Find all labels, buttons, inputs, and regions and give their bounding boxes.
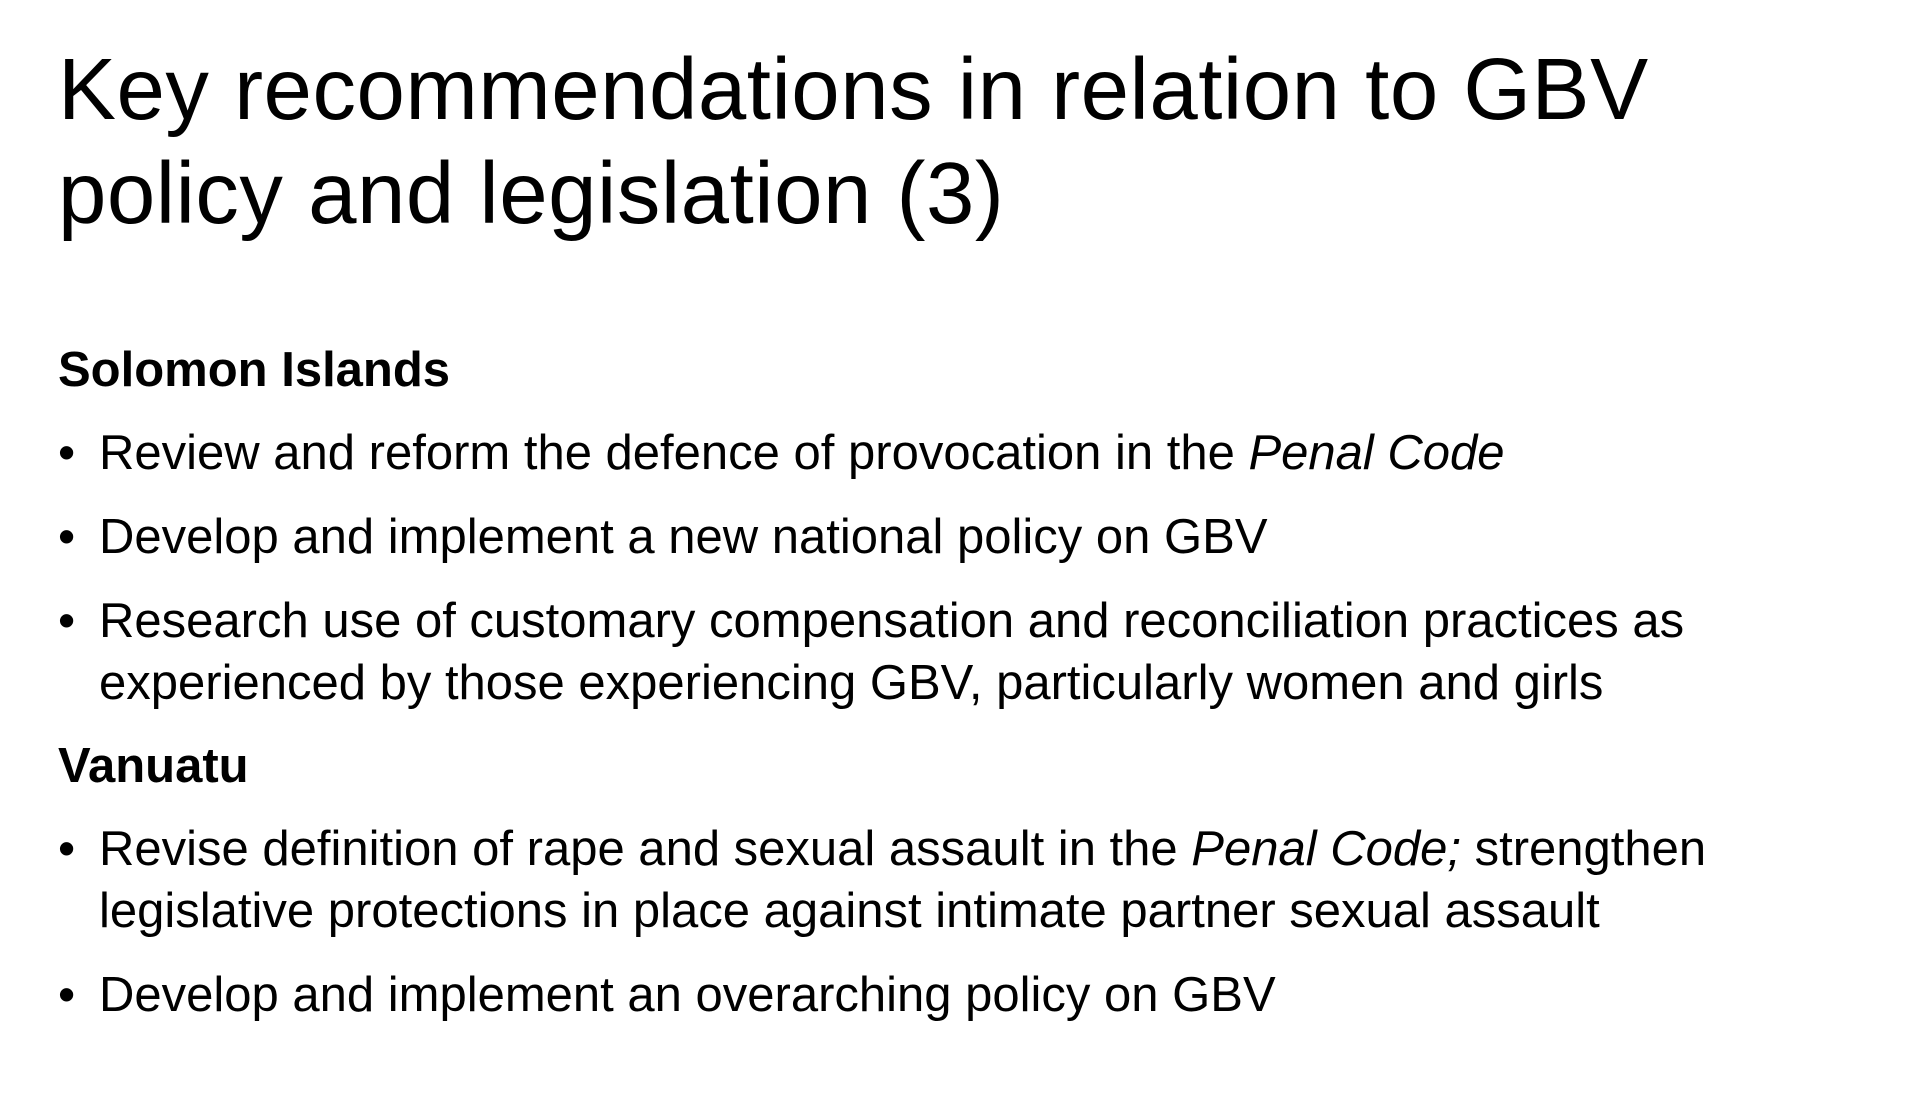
bullet-item <box>58 422 1878 484</box>
bullet-text <box>99 968 1276 1022</box>
bullet-marker: • <box>58 510 76 564</box>
section-heading-solomon-islands: Solomon Islands <box>58 343 451 397</box>
bullet-marker: • <box>58 968 76 1022</box>
slide-title-line-2: policy and legislation (3) <box>58 145 1005 242</box>
bullet-text-part: Develop and implement an overarching policy on GBV <box>99 968 1276 1022</box>
slide-body <box>58 340 1878 1048</box>
bullet-text <box>99 822 1706 938</box>
bullet-text <box>99 510 1268 564</box>
bullet-text-part: Research use of customary compensation and reconciliation practices as experienced by those experiencing GBV, particularly women and girls <box>99 594 1685 710</box>
bullet-text-part: Develop and implement a new national policy on GBV <box>99 510 1268 564</box>
bullet-text <box>99 594 1684 710</box>
bullet-text-italic: Penal Code <box>1248 426 1505 480</box>
section-heading-vanuatu: Vanuatu <box>58 739 249 793</box>
slide-title <box>58 38 1878 246</box>
bullet-item <box>58 964 1878 1026</box>
bullet-text-part: strengthen legislative protections in place against intimate partner sexual assault <box>99 822 1707 938</box>
bullet-text-italic: Penal Code; <box>1191 822 1461 876</box>
bullet-item <box>58 818 1878 942</box>
bullet-marker: • <box>58 822 76 876</box>
bullet-item <box>58 590 1878 714</box>
bullet-item <box>58 506 1878 568</box>
bullet-marker: • <box>58 594 76 648</box>
bullet-text-part: Review and reform the defence of provocation in the <box>99 426 1249 480</box>
bullet-list-vanuatu <box>58 818 1878 1026</box>
bullet-text-part: Revise definition of rape and sexual assault in the <box>99 822 1192 876</box>
slide-title-line-1: Key recommendations in relation to GBV <box>58 41 1649 138</box>
bullet-text <box>99 426 1505 480</box>
bullet-list-solomon-islands <box>58 422 1878 714</box>
bullet-marker: • <box>58 426 76 480</box>
